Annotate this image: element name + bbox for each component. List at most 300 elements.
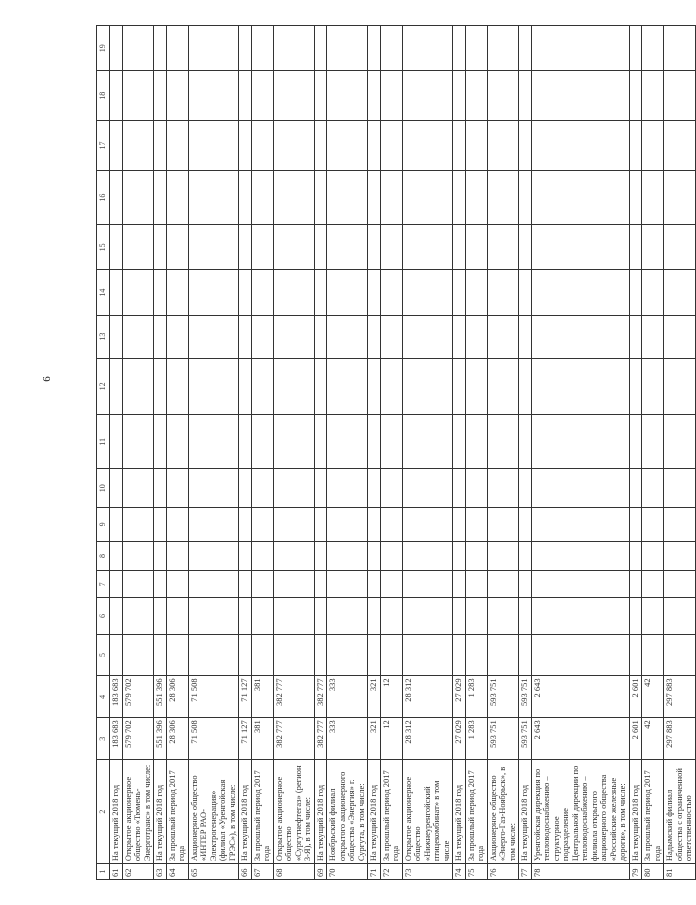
empty-cell: [465, 469, 487, 507]
empty-cell: [166, 415, 188, 469]
row-label: Акционерное общество «Энерго-Газ-Ноябрьск», в том числе:: [487, 760, 519, 864]
value-col-3: 71 127: [239, 718, 252, 760]
table-row: [314, 26, 327, 880]
row-number: 67: [251, 864, 273, 880]
table-row: [166, 26, 188, 880]
empty-cell: [314, 315, 327, 358]
empty-cell: [629, 225, 642, 270]
empty-cell: [327, 634, 368, 676]
header-cell-15: 15: [97, 225, 110, 270]
row-label: На текущий 2018 год: [368, 760, 381, 864]
empty-cell: [188, 225, 239, 270]
empty-cell: [629, 26, 642, 71]
empty-cell: [327, 71, 368, 121]
empty-cell: [465, 225, 487, 270]
empty-cell: [273, 170, 314, 224]
empty-cell: [664, 634, 696, 676]
empty-cell: [239, 170, 252, 224]
empty-cell: [368, 170, 381, 224]
empty-cell: [154, 507, 167, 541]
empty-cell: [368, 598, 381, 634]
row-label: На текущий 2018 год: [629, 760, 642, 864]
empty-cell: [380, 469, 402, 507]
empty-cell: [487, 598, 519, 634]
empty-cell: [239, 571, 252, 598]
empty-cell: [154, 26, 167, 71]
empty-cell: [519, 71, 532, 121]
empty-cell: [453, 71, 466, 121]
row-label: На текущий 2018 год: [154, 760, 167, 864]
empty-cell: [314, 121, 327, 171]
empty-cell: [629, 469, 642, 507]
empty-cell: [642, 315, 664, 358]
empty-cell: [465, 598, 487, 634]
empty-cell: [380, 358, 402, 415]
value-col-3: 333: [327, 718, 368, 760]
header-cell-1: 1: [97, 864, 110, 880]
empty-cell: [368, 71, 381, 121]
empty-cell: [327, 358, 368, 415]
value-col-4: 297 883: [664, 676, 696, 718]
empty-cell: [519, 270, 532, 315]
value-col-4: 1 283: [465, 676, 487, 718]
empty-cell: [122, 26, 154, 71]
empty-cell: [642, 571, 664, 598]
empty-cell: [239, 26, 252, 71]
header-cell-7: 7: [97, 571, 110, 598]
empty-cell: [531, 541, 629, 570]
empty-cell: [154, 571, 167, 598]
empty-cell: [519, 571, 532, 598]
empty-cell: [239, 121, 252, 171]
empty-cell: [314, 469, 327, 507]
empty-cell: [487, 225, 519, 270]
row-number: 77: [519, 864, 532, 880]
empty-cell: [314, 634, 327, 676]
empty-cell: [531, 571, 629, 598]
empty-cell: [519, 469, 532, 507]
empty-cell: [273, 26, 314, 71]
empty-cell: [188, 469, 239, 507]
empty-cell: [531, 225, 629, 270]
empty-cell: [368, 541, 381, 570]
empty-cell: [629, 358, 642, 415]
empty-cell: [629, 634, 642, 676]
empty-cell: [110, 598, 123, 634]
row-number: 71: [368, 864, 381, 880]
empty-cell: [531, 469, 629, 507]
empty-cell: [642, 121, 664, 171]
row-number: 70: [327, 864, 368, 880]
empty-cell: [188, 358, 239, 415]
empty-cell: [453, 225, 466, 270]
empty-cell: [368, 315, 381, 358]
empty-cell: [251, 541, 273, 570]
empty-cell: [188, 170, 239, 224]
empty-cell: [368, 507, 381, 541]
empty-cell: [664, 71, 696, 121]
empty-cell: [327, 26, 368, 71]
empty-cell: [465, 170, 487, 224]
empty-cell: [122, 541, 154, 570]
row-label: На текущий 2018 год: [239, 760, 252, 864]
empty-cell: [188, 121, 239, 171]
empty-cell: [239, 541, 252, 570]
row-number: 62: [122, 864, 154, 880]
empty-cell: [188, 507, 239, 541]
empty-cell: [487, 121, 519, 171]
empty-cell: [239, 225, 252, 270]
empty-cell: [453, 26, 466, 71]
value-col-3: 297 883: [664, 718, 696, 760]
empty-cell: [402, 571, 453, 598]
empty-cell: [368, 415, 381, 469]
value-col-3: 12: [380, 718, 402, 760]
empty-cell: [519, 415, 532, 469]
empty-cell: [487, 415, 519, 469]
empty-cell: [664, 507, 696, 541]
empty-cell: [251, 270, 273, 315]
header-cell-6: 6: [97, 598, 110, 634]
empty-cell: [166, 469, 188, 507]
empty-cell: [154, 225, 167, 270]
empty-cell: [519, 541, 532, 570]
empty-cell: [314, 170, 327, 224]
empty-cell: [166, 598, 188, 634]
value-col-3: 382 777: [314, 718, 327, 760]
value-col-3: 28 306: [166, 718, 188, 760]
table-row: [154, 26, 167, 880]
empty-cell: [273, 415, 314, 469]
empty-cell: [629, 598, 642, 634]
value-col-4: 28 306: [166, 676, 188, 718]
empty-cell: [327, 270, 368, 315]
empty-cell: [642, 358, 664, 415]
empty-cell: [629, 415, 642, 469]
empty-cell: [122, 358, 154, 415]
empty-cell: [314, 541, 327, 570]
value-col-3: 593 751: [487, 718, 519, 760]
value-col-4: 382 777: [314, 676, 327, 718]
table-row: [531, 26, 629, 880]
empty-cell: [188, 270, 239, 315]
header-cell-4: 4: [97, 676, 110, 718]
empty-cell: [239, 315, 252, 358]
empty-cell: [273, 71, 314, 121]
empty-cell: [251, 26, 273, 71]
header-cell-9: 9: [97, 507, 110, 541]
empty-cell: [380, 634, 402, 676]
empty-cell: [487, 26, 519, 71]
empty-cell: [166, 26, 188, 71]
empty-cell: [519, 598, 532, 634]
empty-cell: [154, 121, 167, 171]
empty-cell: [531, 634, 629, 676]
empty-cell: [110, 270, 123, 315]
value-col-4: 71 508: [188, 676, 239, 718]
empty-cell: [122, 170, 154, 224]
empty-cell: [531, 358, 629, 415]
table-row: [239, 26, 252, 880]
empty-cell: [251, 415, 273, 469]
empty-cell: [368, 358, 381, 415]
empty-cell: [251, 315, 273, 358]
row-number: 80: [642, 864, 664, 880]
empty-cell: [273, 507, 314, 541]
table-row: [465, 26, 487, 880]
table-row: [122, 26, 154, 880]
empty-cell: [273, 225, 314, 270]
empty-cell: [453, 571, 466, 598]
empty-cell: [519, 26, 532, 71]
row-label: За прошлый период 2017 года: [465, 760, 487, 864]
empty-cell: [664, 121, 696, 171]
empty-cell: [251, 358, 273, 415]
row-label: Уренгойская дирекция по тепловодоснабжению – структурное подразделение Центральной дирекции по тепловодоснабжению – филиала открытого акционерного общества «Российские железные дороги», в том числе:: [531, 760, 629, 864]
empty-cell: [368, 270, 381, 315]
empty-cell: [465, 571, 487, 598]
empty-cell: [273, 358, 314, 415]
empty-cell: [110, 634, 123, 676]
empty-cell: [664, 598, 696, 634]
empty-cell: [465, 541, 487, 570]
value-col-4: 2 643: [531, 676, 629, 718]
value-col-3: 2 643: [531, 718, 629, 760]
empty-cell: [110, 358, 123, 415]
empty-cell: [251, 571, 273, 598]
empty-cell: [314, 415, 327, 469]
empty-cell: [664, 225, 696, 270]
empty-cell: [465, 121, 487, 171]
empty-cell: [239, 507, 252, 541]
empty-cell: [327, 507, 368, 541]
empty-cell: [642, 26, 664, 71]
empty-cell: [314, 225, 327, 270]
empty-cell: [487, 170, 519, 224]
value-col-3: 71 508: [188, 718, 239, 760]
row-number: 74: [453, 864, 466, 880]
value-col-3: 321: [368, 718, 381, 760]
row-label: Открытое акционерное общество «Сургутнефтегаз» (регион 3-Я), в том числе:: [273, 760, 314, 864]
header-cell-10: 10: [97, 469, 110, 507]
empty-cell: [110, 26, 123, 71]
header-cell-16: 16: [97, 170, 110, 224]
empty-cell: [327, 121, 368, 171]
empty-cell: [239, 270, 252, 315]
empty-cell: [314, 571, 327, 598]
empty-cell: [487, 358, 519, 415]
empty-cell: [154, 358, 167, 415]
empty-cell: [664, 571, 696, 598]
empty-cell: [519, 315, 532, 358]
value-col-4: 27 029: [453, 676, 466, 718]
empty-cell: [251, 170, 273, 224]
empty-cell: [642, 469, 664, 507]
row-label: За прошлый период 2017 года: [166, 760, 188, 864]
empty-cell: [327, 469, 368, 507]
empty-cell: [487, 507, 519, 541]
empty-cell: [380, 507, 402, 541]
empty-cell: [122, 469, 154, 507]
empty-cell: [664, 415, 696, 469]
empty-cell: [314, 358, 327, 415]
empty-cell: [642, 507, 664, 541]
empty-cell: [110, 225, 123, 270]
empty-cell: [122, 270, 154, 315]
empty-cell: [251, 507, 273, 541]
empty-cell: [251, 469, 273, 507]
value-col-4: 593 751: [519, 676, 532, 718]
empty-cell: [531, 315, 629, 358]
table-row: [642, 26, 664, 880]
empty-cell: [487, 571, 519, 598]
empty-cell: [368, 469, 381, 507]
empty-cell: [531, 507, 629, 541]
empty-cell: [465, 415, 487, 469]
empty-cell: [122, 225, 154, 270]
empty-cell: [188, 71, 239, 121]
empty-cell: [453, 270, 466, 315]
empty-cell: [642, 170, 664, 224]
empty-cell: [166, 225, 188, 270]
empty-cell: [188, 571, 239, 598]
row-number: 78: [531, 864, 629, 880]
empty-cell: [453, 469, 466, 507]
empty-cell: [453, 121, 466, 171]
empty-cell: [122, 507, 154, 541]
empty-cell: [465, 358, 487, 415]
empty-cell: [239, 71, 252, 121]
header-row: [97, 26, 110, 880]
empty-cell: [629, 571, 642, 598]
empty-cell: [642, 225, 664, 270]
empty-cell: [154, 170, 167, 224]
empty-cell: [531, 121, 629, 171]
row-label: За прошлый период 2017 года: [251, 760, 273, 864]
empty-cell: [629, 315, 642, 358]
empty-cell: [380, 571, 402, 598]
table-row: [327, 26, 368, 880]
value-col-4: 333: [327, 676, 368, 718]
empty-cell: [664, 26, 696, 71]
empty-cell: [166, 571, 188, 598]
empty-cell: [239, 415, 252, 469]
empty-cell: [642, 71, 664, 121]
empty-cell: [642, 634, 664, 676]
row-label: Ноябрьский филиал открытого акционерного общества «Энергия» г. Сургута, в том числе:: [327, 760, 368, 864]
empty-cell: [380, 598, 402, 634]
row-number: 63: [154, 864, 167, 880]
empty-cell: [154, 71, 167, 121]
value-col-4: 579 702: [122, 676, 154, 718]
empty-cell: [380, 71, 402, 121]
empty-cell: [188, 315, 239, 358]
empty-cell: [327, 598, 368, 634]
empty-cell: [402, 26, 453, 71]
empty-cell: [380, 315, 402, 358]
empty-cell: [251, 71, 273, 121]
empty-cell: [465, 634, 487, 676]
empty-cell: [327, 571, 368, 598]
empty-cell: [531, 71, 629, 121]
empty-cell: [402, 541, 453, 570]
table-row: [629, 26, 642, 880]
row-label: На текущий 2018 год: [519, 760, 532, 864]
empty-cell: [154, 634, 167, 676]
empty-cell: [273, 541, 314, 570]
empty-cell: [402, 415, 453, 469]
empty-cell: [314, 26, 327, 71]
value-col-3: 28 312: [402, 718, 453, 760]
empty-cell: [531, 270, 629, 315]
empty-cell: [453, 634, 466, 676]
empty-cell: [239, 358, 252, 415]
empty-cell: [368, 571, 381, 598]
empty-cell: [273, 571, 314, 598]
empty-cell: [531, 598, 629, 634]
value-col-4: 12: [380, 676, 402, 718]
table-row: [380, 26, 402, 880]
value-col-3: 1 283: [465, 718, 487, 760]
empty-cell: [629, 170, 642, 224]
empty-cell: [402, 358, 453, 415]
value-col-4: 183 683: [110, 676, 123, 718]
empty-cell: [402, 634, 453, 676]
empty-cell: [519, 358, 532, 415]
header-cell-18: 18: [97, 71, 110, 121]
empty-cell: [166, 541, 188, 570]
empty-cell: [327, 315, 368, 358]
value-col-4: 42: [642, 676, 664, 718]
empty-cell: [166, 71, 188, 121]
row-number: 73: [402, 864, 453, 880]
empty-cell: [154, 598, 167, 634]
row-label: За прошлый период 2017 года: [642, 760, 664, 864]
empty-cell: [110, 315, 123, 358]
value-col-3: 2 601: [629, 718, 642, 760]
empty-cell: [188, 26, 239, 71]
empty-cell: [166, 270, 188, 315]
empty-cell: [380, 541, 402, 570]
value-col-4: 593 751: [487, 676, 519, 718]
value-col-3: 27 029: [453, 718, 466, 760]
empty-cell: [110, 71, 123, 121]
empty-cell: [166, 507, 188, 541]
empty-cell: [166, 170, 188, 224]
empty-cell: [531, 26, 629, 71]
empty-cell: [110, 507, 123, 541]
empty-cell: [110, 469, 123, 507]
empty-cell: [519, 634, 532, 676]
empty-cell: [629, 507, 642, 541]
header-cell-3: 3: [97, 718, 110, 760]
empty-cell: [402, 270, 453, 315]
empty-cell: [239, 634, 252, 676]
empty-cell: [110, 415, 123, 469]
empty-cell: [327, 541, 368, 570]
empty-cell: [487, 71, 519, 121]
empty-cell: [273, 598, 314, 634]
empty-cell: [188, 634, 239, 676]
empty-cell: [642, 598, 664, 634]
empty-cell: [122, 71, 154, 121]
empty-cell: [122, 571, 154, 598]
empty-cell: [110, 571, 123, 598]
row-number: 69: [314, 864, 327, 880]
empty-cell: [629, 121, 642, 171]
empty-cell: [402, 71, 453, 121]
empty-cell: [402, 507, 453, 541]
